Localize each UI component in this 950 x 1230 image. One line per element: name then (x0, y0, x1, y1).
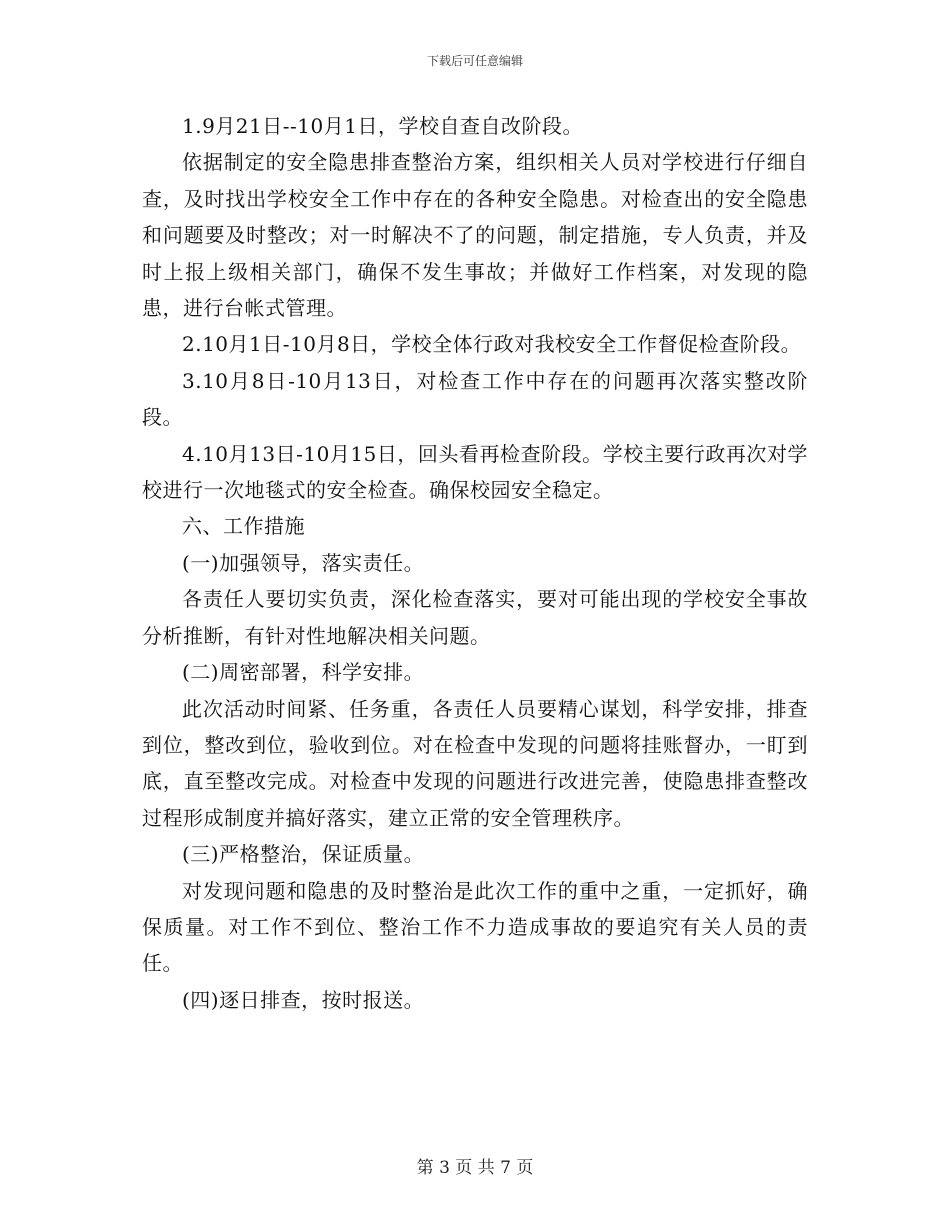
paragraph-stage-1-detail: 依据制定的安全隐患排查整治方案，组织相关人员对学校进行仔细自查，及时找出学校安全工作中存在的各种安全隐患。对检查出的安全隐患和问题要及时整改；对一时解决不了的问题，制定措施，专人负责，并及时上报上级相关部门，确保不发生事故；并做好工作档案，对发现的隐患，进行台帐式管理。 (142, 150, 808, 321)
paragraph-measure-3: 对发现问题和隐患的及时整治是此次工作的重中之重，一定抓好，确保质量。对工作不到位、整治工作不力造成事故的要追究有关人员的责任。 (142, 878, 808, 976)
paragraph-stage-2: 2.10月1日-10月8日，学校全体行政对我校安全工作督促检查阶段。 (182, 332, 802, 357)
section-heading-measures: 六、工作措施 (182, 514, 305, 539)
paragraph-stage-1: 1.9月21日--10月1日，学校自查自改阶段。 (182, 114, 583, 138)
subheading-1: (一)加强领导，落实责任。 (182, 550, 425, 575)
paragraph-measure-2: 此次活动时间紧、任务重，各责任人员要精心谋划，科学安排，排查到位，整改到位，验收到位。对在检查中发现的问题将挂账督办，一盯到底，直至整改完成。对检查中发现的问题进行改进完善，使隐患排查整改过程形成制度并搞好落实，建立正常的安全管理秩序。 (142, 696, 808, 830)
paragraph-measure-1: 各责任人要切实负责，深化检查落实，要对可能出现的学校安全事故分析推断，有针对性地解决相关问题。 (142, 587, 808, 648)
document-body (142, 108, 808, 1018)
subheading-4: (四)逐日排查，按时报送。 (182, 987, 425, 1012)
subheading-2: (二)周密部署，科学安排。 (182, 660, 425, 685)
paragraph-stage-3: 3.10月8日-10月13日，对检查工作中存在的问题再次落实整改阶段。 (142, 368, 808, 430)
page-number: 第 3 页 共 7 页 (416, 1158, 534, 1178)
paragraph-stage-4: 4.10月13日-10月15日，回头看再检查阶段。学校主要行政再次对学校进行一次地毯式的安全检查。确保校园安全稳定。 (142, 441, 808, 503)
subheading-3: (三)严格整治，保证质量。 (182, 842, 425, 867)
page-header: 下载后可任意编辑 (426, 54, 523, 68)
